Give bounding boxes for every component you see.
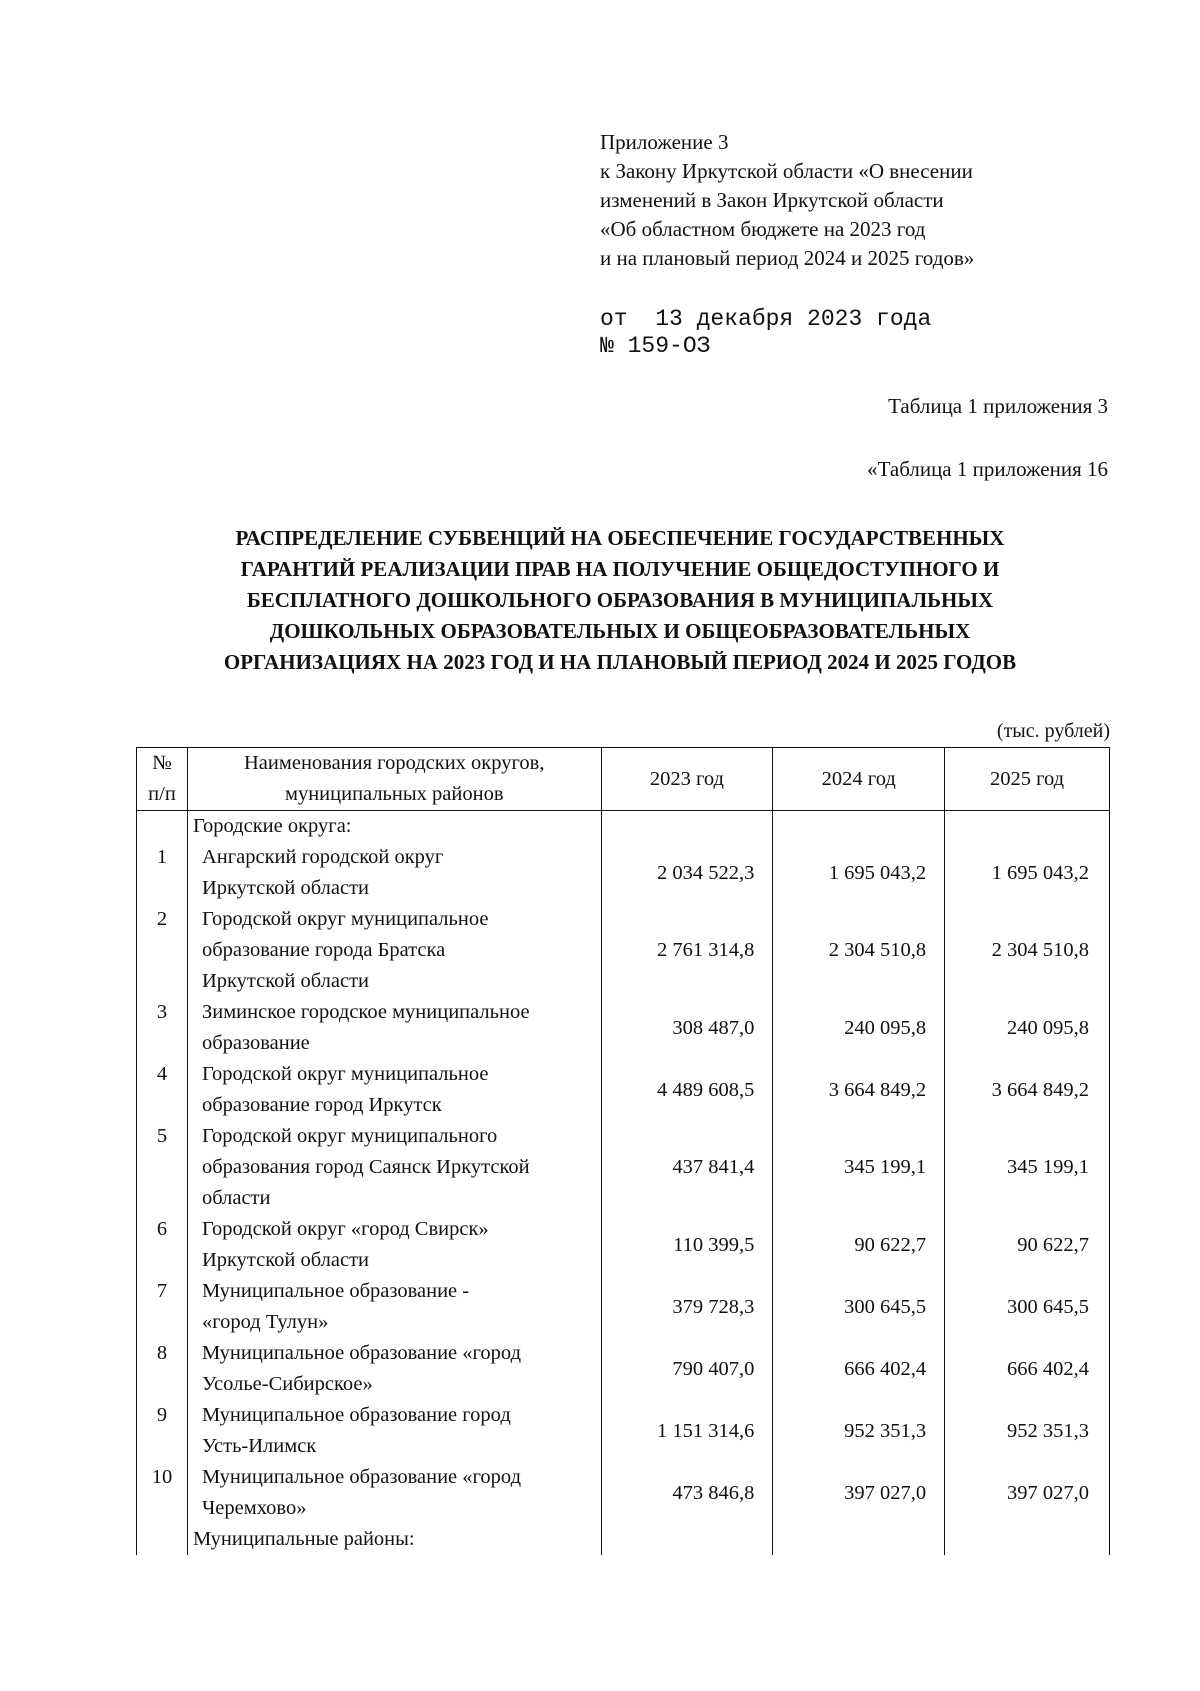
document-title bbox=[140, 523, 1100, 678]
value-y2024: 300 645,5 bbox=[773, 1276, 945, 1338]
row-name-line: Городской округ муниципальное bbox=[201, 908, 489, 930]
value-y2024: 397 027,0 bbox=[773, 1462, 945, 1524]
row-name-line: Черемхово» bbox=[201, 1497, 307, 1519]
row-name-line: образование город Иркутск bbox=[201, 1094, 442, 1116]
value-y2023: 4 489 608,5 bbox=[601, 1059, 773, 1121]
appendix-line: к Закону Иркутской области «О внесении bbox=[600, 159, 973, 183]
row-number: 4 bbox=[137, 1059, 188, 1121]
row-name-line: Муниципальное образование город bbox=[201, 1404, 511, 1426]
row-name-line: Иркутской области bbox=[201, 1249, 370, 1271]
row-name-line: Городской округ «город Свирск» bbox=[201, 1218, 489, 1240]
appendix-line: «Об областном бюджете на 2023 год bbox=[600, 217, 926, 241]
row-name-line: Зиминское городское муниципальное bbox=[201, 1001, 530, 1023]
group-label: Муниципальные районы: bbox=[187, 1524, 601, 1555]
appendix-block bbox=[600, 128, 974, 273]
row-number: 3 bbox=[137, 997, 188, 1059]
value-y2024: 2 304 510,8 bbox=[773, 904, 945, 997]
table-row bbox=[137, 997, 1110, 1059]
value-y2023: 308 487,0 bbox=[601, 997, 773, 1059]
table-row bbox=[137, 1400, 1110, 1462]
value-y2023: 2 761 314,8 bbox=[601, 904, 773, 997]
value-y2024: 240 095,8 bbox=[773, 997, 945, 1059]
value-y2024: 1 695 043,2 bbox=[773, 842, 945, 904]
table-row bbox=[137, 1059, 1110, 1121]
row-name bbox=[187, 904, 601, 997]
header-2023: 2023 год bbox=[601, 748, 773, 811]
table-header-row bbox=[137, 748, 1110, 811]
law-number: № 159-ОЗ bbox=[600, 333, 711, 359]
title-line: ОРГАНИЗАЦИЯХ НА 2023 ГОД И НА ПЛАНОВЫЙ ПЕРИОД 2024 И 2025 ГОДОВ bbox=[223, 650, 1017, 674]
row-name bbox=[187, 997, 601, 1059]
row-name-line: Муниципальное образование - bbox=[201, 1280, 470, 1302]
header-2024: 2024 год bbox=[773, 748, 945, 811]
title-line: РАСПРЕДЕЛЕНИЕ СУБВЕНЦИЙ НА ОБЕСПЕЧЕНИЕ ГОСУДАРСТВЕННЫХ bbox=[235, 526, 1005, 550]
row-number: 7 bbox=[137, 1276, 188, 1338]
row-name-line: «город Тулун» bbox=[201, 1311, 329, 1333]
value-y2023: 1 151 314,6 bbox=[601, 1400, 773, 1462]
group-row-city bbox=[137, 811, 1110, 843]
group-row-district bbox=[137, 1524, 1110, 1555]
table-row bbox=[137, 1462, 1110, 1524]
law-date: от 13 декабря 2023 года bbox=[600, 306, 932, 332]
row-number: 10 bbox=[137, 1462, 188, 1524]
table-row bbox=[137, 1276, 1110, 1338]
units-label: (тыс. рублей) bbox=[996, 720, 1110, 742]
row-name-line: Усолье-Сибирское» bbox=[201, 1373, 373, 1395]
row-name-line: Городской округ муниципального bbox=[201, 1125, 498, 1147]
header-name: Наименования городских округов, муниципальных районов bbox=[187, 748, 601, 811]
row-name bbox=[187, 1121, 601, 1214]
title-line: БЕСПЛАТНОГО ДОШКОЛЬНОГО ОБРАЗОВАНИЯ В МУНИЦИПАЛЬНЫХ bbox=[246, 588, 994, 612]
row-name bbox=[187, 1462, 601, 1524]
value-y2025: 240 095,8 bbox=[945, 997, 1110, 1059]
value-y2025: 300 645,5 bbox=[945, 1276, 1110, 1338]
value-y2025: 2 304 510,8 bbox=[945, 904, 1110, 997]
value-y2024: 345 199,1 bbox=[773, 1121, 945, 1214]
value-y2025: 952 351,3 bbox=[945, 1400, 1110, 1462]
header-number: № п/п bbox=[137, 748, 188, 811]
table-row bbox=[137, 904, 1110, 997]
value-y2025: 90 622,7 bbox=[945, 1214, 1110, 1276]
row-number: 1 bbox=[137, 842, 188, 904]
row-name-line: Усть-Илимск bbox=[201, 1435, 317, 1457]
row-name-line: Иркутской области bbox=[201, 970, 370, 992]
value-y2025: 345 199,1 bbox=[945, 1121, 1110, 1214]
value-y2025: 666 402,4 bbox=[945, 1338, 1110, 1400]
header-2025: 2025 год bbox=[945, 748, 1110, 811]
value-y2024: 90 622,7 bbox=[773, 1214, 945, 1276]
row-name-line: Муниципальное образование «город bbox=[201, 1466, 521, 1488]
row-number: 6 bbox=[137, 1214, 188, 1276]
value-y2024: 3 664 849,2 bbox=[773, 1059, 945, 1121]
value-y2025: 397 027,0 bbox=[945, 1462, 1110, 1524]
row-name-line: Городской округ муниципальное bbox=[201, 1063, 489, 1085]
value-y2023: 437 841,4 bbox=[601, 1121, 773, 1214]
row-name-line: Ангарский городской округ bbox=[201, 846, 444, 868]
table-row bbox=[137, 1214, 1110, 1276]
value-y2024: 952 351,3 bbox=[773, 1400, 945, 1462]
row-name bbox=[187, 1214, 601, 1276]
table-row bbox=[137, 842, 1110, 904]
row-name bbox=[187, 1059, 601, 1121]
row-number: 5 bbox=[137, 1121, 188, 1214]
row-name bbox=[187, 1400, 601, 1462]
value-y2023: 473 846,8 bbox=[601, 1462, 773, 1524]
value-y2023: 110 399,5 bbox=[601, 1214, 773, 1276]
table-row bbox=[137, 1338, 1110, 1400]
law-date-stamp bbox=[600, 306, 931, 360]
row-number: 2 bbox=[137, 904, 188, 997]
row-name bbox=[187, 842, 601, 904]
row-number: 8 bbox=[137, 1338, 188, 1400]
row-name-line: образование города Братска bbox=[201, 939, 446, 961]
value-y2023: 790 407,0 bbox=[601, 1338, 773, 1400]
table-reference-original: «Таблица 1 приложения 16 bbox=[867, 457, 1108, 481]
row-name-line: Муниципальное образование «город bbox=[201, 1342, 521, 1364]
row-name bbox=[187, 1276, 601, 1338]
row-name bbox=[187, 1338, 601, 1400]
title-line: ДОШКОЛЬНЫХ ОБРАЗОВАТЕЛЬНЫХ И ОБЩЕОБРАЗОВАТЕЛЬНЫХ bbox=[269, 619, 971, 643]
value-y2023: 2 034 522,3 bbox=[601, 842, 773, 904]
row-name-line: образование bbox=[201, 1032, 310, 1054]
appendix-line: Приложение 3 bbox=[600, 130, 729, 154]
row-name-line: образования город Саянск Иркутской bbox=[201, 1156, 530, 1178]
value-y2024: 666 402,4 bbox=[773, 1338, 945, 1400]
value-y2023: 379 728,3 bbox=[601, 1276, 773, 1338]
row-name-line: Иркутской области bbox=[201, 877, 370, 899]
title-line: ГАРАНТИЙ РЕАЛИЗАЦИИ ПРАВ НА ПОЛУЧЕНИЕ ОБЩЕДОСТУПНОГО И bbox=[240, 557, 1000, 581]
value-y2025: 1 695 043,2 bbox=[945, 842, 1110, 904]
row-number: 9 bbox=[137, 1400, 188, 1462]
table-row bbox=[137, 1121, 1110, 1214]
appendix-line: изменений в Закон Иркутской области bbox=[600, 188, 944, 212]
table-reference: Таблица 1 приложения 3 bbox=[888, 394, 1108, 418]
group-label: Городские округа: bbox=[187, 811, 601, 843]
value-y2025: 3 664 849,2 bbox=[945, 1059, 1110, 1121]
subsidy-table bbox=[136, 747, 1110, 1555]
row-name-line: области bbox=[201, 1187, 271, 1209]
appendix-line: и на плановый период 2024 и 2025 годов» bbox=[600, 246, 975, 270]
